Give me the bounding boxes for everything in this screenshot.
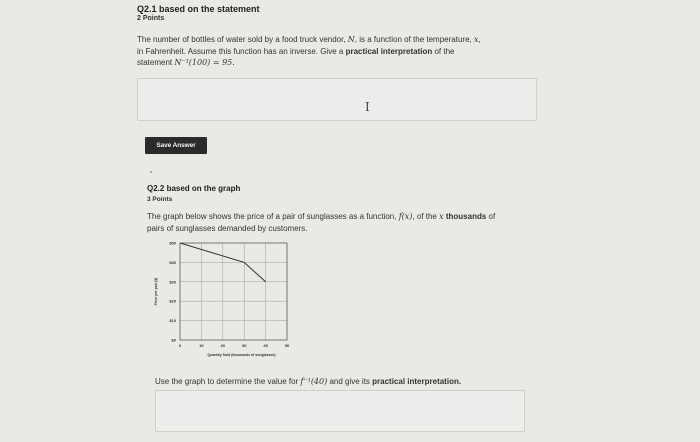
plot-frame [180,243,287,340]
q2-question-text: The graph below shows the price of a pair of sunglasses as a function, f(x), of the x thousands of pairs of sunglasses demanded by customers. [147,212,496,233]
x-tick-label: 0 [178,343,182,348]
y-tick-label: $20 [169,298,176,304]
decorative-dot [150,171,152,173]
q2-points: 3 Points [147,196,173,203]
x-axis-label: Quantity Sold (thousands of sunglasses) [207,353,276,357]
x-tick-label: 30 [241,343,247,348]
q1-points: 2 Points [137,15,165,22]
y-tick-label: $40 [169,259,176,265]
q1-title: Q2.1 based on the statement [137,4,260,14]
q2-answer-field[interactable] [155,390,525,432]
q1-statement-math: N⁻¹(100) = 95. [174,58,235,67]
x-tick-label: 10 [199,343,204,348]
q1-question-text: The number of bottles of water sold by a food truck vendor, N, is a function of the temperature, x, in Fahrenheit. Assume this function has an inverse. Give a practical interpretation of the statement N⁻¹(100) = 95. [137,35,481,67]
q1-answer-field[interactable] [137,78,537,121]
y-tick-label: $10 [169,318,176,324]
y-tick-label: $50 [169,240,176,246]
x-tick-label: 50 [284,343,290,348]
x-tick-label: 20 [220,343,226,348]
y-tick-label: $0 [171,337,176,343]
y-tick-label: $30 [169,279,176,285]
price-series-line [180,243,266,282]
q2-prompt: Use the graph to determine the value for f⁻¹(40) and give its practical interpretation. [155,377,462,386]
x-tick-label: 40 [263,343,268,348]
text-cursor-icon: I [365,100,370,114]
save-answer-button[interactable]: Save Answer [145,137,207,154]
q2-title: Q2.2 based on the graph [147,184,241,193]
y-axis-label: Price per pair ($) [154,277,158,306]
